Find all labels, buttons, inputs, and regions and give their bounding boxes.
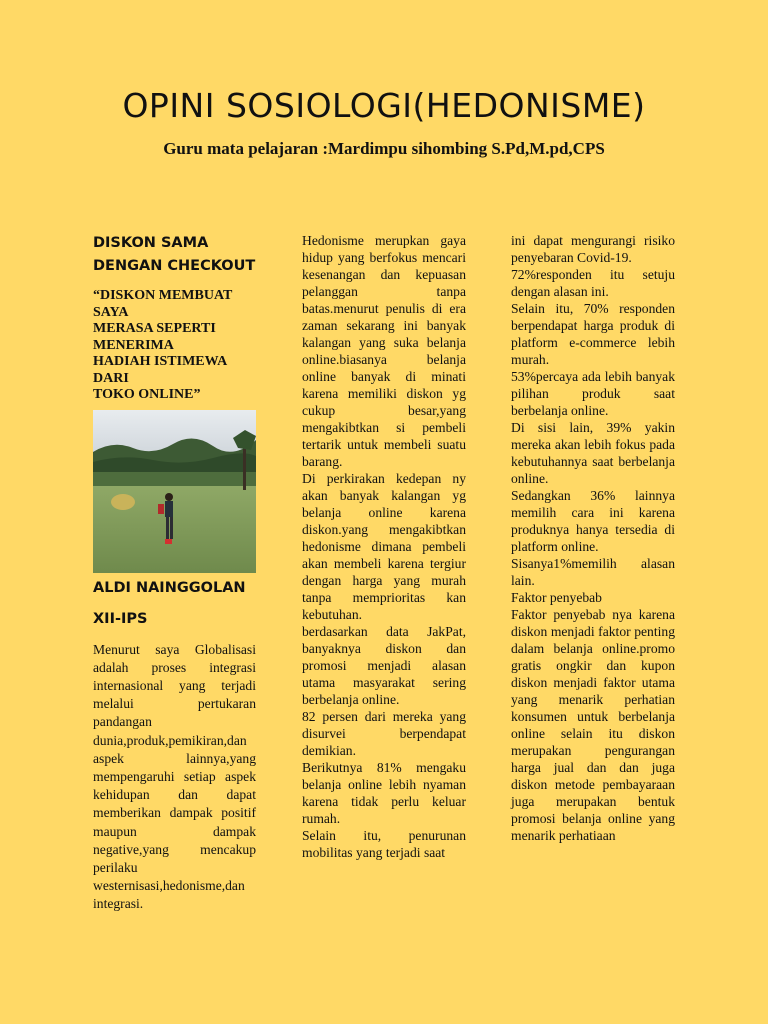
paragraph: Sedangkan 36% lainnya memilih cara ini karena produknya hanya tersedia di platform online. bbox=[511, 488, 675, 554]
author-photo bbox=[93, 410, 256, 573]
article-heading-line2: DENGAN CHECKOUT bbox=[93, 258, 256, 274]
pull-quote: “DISKON MEMBUAT SAYA MERASA SEPERTI MENERIMA HADIAH ISTIMEWA DARI TOKO ONLINE” bbox=[93, 288, 233, 402]
paragraph: berdasarkan data JakPat, banyaknya diskon dan promosi menjadi alasan utama masyarakat sering berbelanja online. bbox=[302, 624, 466, 707]
column-left bbox=[93, 232, 256, 914]
author-class: XII-IPS bbox=[93, 610, 148, 627]
paragraph: 53%percaya ada lebih banyak pilihan produk saat berbelanja online. bbox=[511, 369, 675, 418]
author-name: ALDI NAINGGOLAN bbox=[93, 579, 246, 596]
paragraph: ini dapat mengurangi risiko penyebaran Covid-19. bbox=[511, 233, 675, 265]
paragraph: Di perkirakan kedepan ny akan banyak kalangan yg belanja online karena diskon.yang mengakibtkan hedonisme dimana pembeli akan membeli karena tergiur dengan harga yang murah tanpa memprioritas kan kebutuhan. bbox=[302, 471, 466, 622]
paragraph: Selain itu, 70% responden berpendapat harga produk di platform e-commerce lebih murah. bbox=[511, 301, 675, 367]
column-middle bbox=[302, 232, 466, 861]
opinion-text: Menurut saya Globalisasi adalah proses integrasi internasional yang terjadi melalui pertukaran pandangan dunia,produk,pemikiran,dan aspek lainnya,yang mempengaruhi setiap aspek kehidupan dan dapat memberikan dampak positif maupun dampak negative,yang mencakup perilaku westernisasi,hedonisme,dan integrasi. bbox=[93, 641, 256, 912]
paragraph: Berikutnya 81% mengaku belanja online lebih nyaman karena tidak perlu keluar rumah. bbox=[302, 760, 466, 826]
paragraph: Di sisi lain, 39% yakin mereka akan lebih fokus pada kebutuhannya saat berbelanja online. bbox=[511, 420, 675, 486]
column-right bbox=[511, 232, 675, 844]
paragraph: Faktor penyebab nya karena diskon menjadi faktor penting dalam belanja online.promo gratis ongkir dan kupon diskon menjadi faktor utama yang menarik perhatian konsumen untuk berbelanja online selain itu diskon merupakan pengurangan harga jual dan dan juga diskon metode pembayaraan juga merupakan bentuk promosi belanja online yang menarik perhatiaan bbox=[511, 607, 675, 843]
paragraph: 82 persen dari mereka yang disurvei berpendapat demikian. bbox=[302, 709, 466, 758]
paragraph: 72%responden itu setuju dengan alasan ini. bbox=[511, 267, 675, 299]
paragraph: Selain itu, penurunan mobilitas yang terjadi saat bbox=[302, 828, 466, 860]
paragraph: Faktor penyebab bbox=[511, 590, 602, 605]
paragraph: Sisanya1%memilih alasan lain. bbox=[511, 556, 675, 588]
page-title: OPINI SOSIOLOGI(HEDONISME) bbox=[122, 86, 646, 125]
article-heading-line1: DISKON SAMA bbox=[93, 235, 209, 251]
paragraph: Hedonisme merupkan gaya hidup yang berfokus mencari kesenangan dan kepuasan pelanggan tanpa batas.menurut penulis di era zaman sekarang ini banyak kalangan yang suka belanja online.biasanya belanja online banyak di minati karena memiliki diskon yg cukup besar,yang mengakibtkan si pembeli tertarik untuk membeli suatu barang. bbox=[302, 233, 466, 469]
teacher-subtitle: Guru mata pelajaran :Mardimpu sihombing S.Pd,M.pd,CPS bbox=[163, 139, 605, 158]
